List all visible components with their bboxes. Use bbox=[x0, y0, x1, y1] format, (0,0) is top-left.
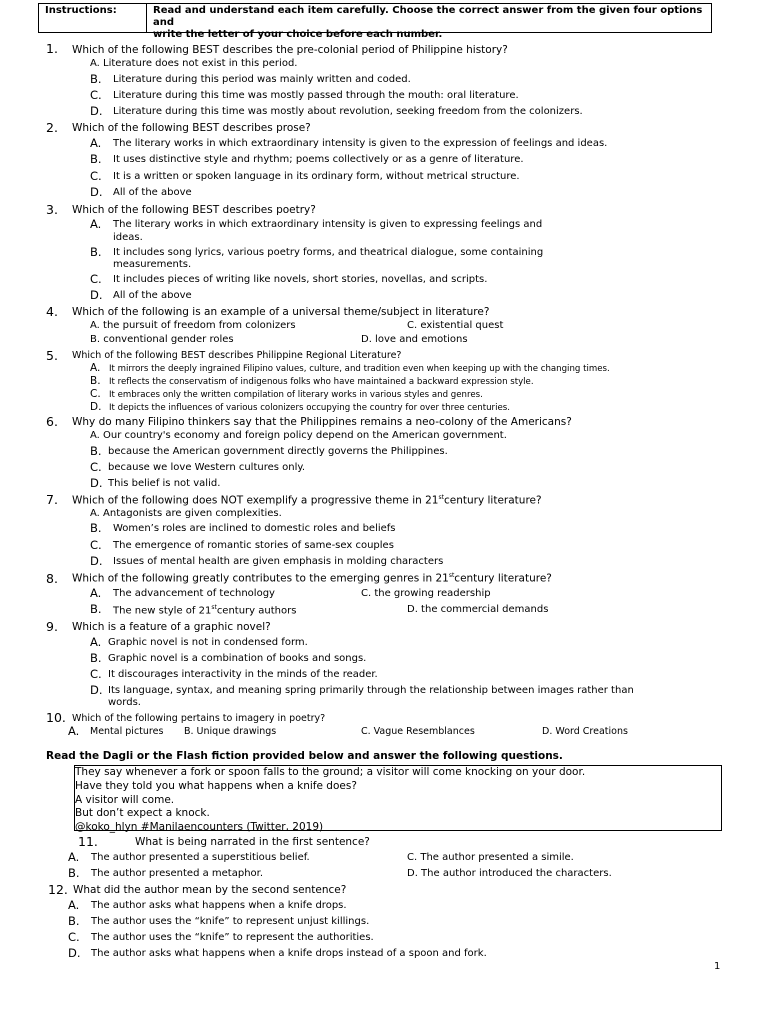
question-1-number: 1. bbox=[46, 41, 58, 56]
question-10-text: Which of the following pertains to imagery in poetry? bbox=[72, 713, 326, 724]
question-2-text: Which of the following BEST describes prose? bbox=[72, 122, 311, 134]
question-7-text: Which of the following does NOT exemplify a progressive theme in 21stcentury literature? bbox=[72, 494, 542, 507]
q5-option-d: D. It depicts the influences of various colonizers occupying the country for over three centuries. bbox=[90, 401, 510, 413]
q12-option-d: D. The author asks what happens when a knife drops instead of a spoon and fork. bbox=[68, 946, 487, 960]
q6-option-c: C. because we love Western cultures only. bbox=[90, 460, 306, 474]
flash-line-5: @koko_hlyn #Manilaencounters (Twitter, 2019) bbox=[75, 821, 324, 834]
q8-option-a: A. The advancement of technology bbox=[90, 586, 275, 600]
q8-option-c: C. the growing readership bbox=[361, 588, 491, 599]
question-9-number: 9. bbox=[46, 619, 58, 634]
q2-option-c: C. It is a written or spoken language in its ordinary form, without metrical structure. bbox=[90, 169, 520, 183]
flash-fiction-directions: Read the Dagli or the Flash fiction provided below and answer the following questions. bbox=[46, 750, 563, 762]
q7-option-d: D. Issues of mental health are given emphasis in molding characters bbox=[90, 554, 444, 568]
question-6-text: Why do many Filipino thinkers say that the Philippines remains a neo-colony of the Americans? bbox=[72, 416, 572, 428]
q3-option-a: A. The literary works in which extraordinary intensity is given to expressing feelings and bbox=[90, 217, 543, 231]
question-4-number: 4. bbox=[46, 304, 58, 319]
question-5-text: Which of the following BEST describes Philippine Regional Literature? bbox=[72, 350, 402, 361]
question-1-text: Which of the following BEST describes the pre-colonial period of Philippine history? bbox=[72, 44, 508, 56]
instructions-line-2: write the letter of your choice before each number. bbox=[153, 29, 443, 40]
q4-option-d: D. love and emotions bbox=[361, 334, 468, 345]
q11-option-d: D. The author introduced the characters. bbox=[407, 868, 612, 879]
q2-option-b: B. It uses distinctive style and rhythm; poems collectively or as a genre of literature. bbox=[90, 152, 524, 166]
question-4-text: Which of the following is an example of a universal theme/subject in literature? bbox=[72, 306, 490, 318]
instructions-line-1: Read and understand each item carefully. Choose the correct answer from the given four options and bbox=[153, 5, 703, 28]
q9-option-c: C. It discourages interactivity in the minds of the reader. bbox=[90, 667, 378, 681]
question-9-text: Which is a feature of a graphic novel? bbox=[72, 621, 271, 633]
flash-line-2: Have they told you what happens when a knife does? bbox=[75, 779, 357, 792]
q6-option-a: A. Our country's economy and foreign policy depend on the American government. bbox=[90, 430, 507, 441]
question-12-text: What did the author mean by the second sentence? bbox=[73, 884, 347, 896]
question-3-text: Which of the following BEST describes poetry? bbox=[72, 204, 316, 216]
q7-option-a: A. Antagonists are given complexities. bbox=[90, 508, 282, 519]
q12-option-c: C. The author uses the “knife” to represent the authorities. bbox=[68, 930, 374, 944]
q1-option-a: A. Literature does not exist in this period. bbox=[90, 58, 298, 69]
q10-option-b: B. Unique drawings bbox=[184, 726, 277, 737]
question-7-number: 7. bbox=[46, 492, 58, 507]
q4-option-b: B. conventional gender roles bbox=[90, 334, 234, 345]
q10-option-d: D. Word Creations bbox=[542, 726, 628, 737]
question-12-number: 12. bbox=[48, 882, 68, 897]
q11-option-b: B. The author presented a metaphor. bbox=[68, 866, 264, 880]
q11-option-a: A. The author presented a superstitious belief. bbox=[68, 850, 310, 864]
flash-line-1: They say whenever a fork or spoon falls to the ground; a visitor will come knocking on your door. bbox=[75, 766, 586, 778]
q6-option-b: B. because the American government directly governs the Philippines. bbox=[90, 444, 448, 458]
q8-option-d: D. the commercial demands bbox=[407, 604, 549, 615]
q3-option-b: B. It includes song lyrics, various poetry forms, and theatrical dialogue, some containing bbox=[90, 245, 544, 259]
q1-option-b: B. Literature during this period was mainly written and coded. bbox=[90, 72, 411, 86]
q5-option-a: A. It mirrors the deeply ingrained Filipino values, culture, and tradition even when keeping up with the changing times. bbox=[90, 362, 610, 374]
q9-option-d-cont: words. bbox=[108, 697, 141, 708]
flash-line-4: But don’t expect a knock. bbox=[75, 807, 210, 820]
q12-option-a: A. The author asks what happens when a knife drops. bbox=[68, 898, 347, 912]
instructions-label: Instructions: bbox=[39, 4, 147, 32]
instructions-text bbox=[147, 4, 711, 40]
q7-option-b: B. Women’s roles are inclined to domestic roles and beliefs bbox=[90, 521, 396, 535]
flash-line-3: A visitor will come. bbox=[75, 793, 175, 806]
flash-fiction-box bbox=[74, 765, 722, 834]
question-11-number: 11. bbox=[78, 834, 98, 849]
q3-option-a-cont: ideas. bbox=[113, 232, 143, 243]
q9-option-d: D. Its language, syntax, and meaning spring primarily through the relationship between images rather than bbox=[90, 683, 634, 697]
q9-option-b: B. Graphic novel is a combination of books and songs. bbox=[90, 651, 367, 665]
q5-option-c: C. It embraces only the written compilation of literary works in various styles and genres. bbox=[90, 388, 483, 400]
q8-option-b: B. The new style of 21stcentury authors bbox=[90, 602, 297, 617]
q4-option-c: C. existential quest bbox=[407, 320, 504, 331]
question-5-number: 5. bbox=[46, 348, 58, 363]
q2-option-a: A. The literary works in which extraordinary intensity is given to the expression of feelings and ideas. bbox=[90, 136, 608, 150]
q6-option-d: D. This belief is not valid. bbox=[90, 476, 221, 490]
q10-option-c: C. Vague Resemblances bbox=[361, 726, 475, 737]
q2-option-d: D. All of the above bbox=[90, 185, 192, 199]
question-11-text: What is being narrated in the first sentence? bbox=[135, 836, 370, 848]
page-number: 1 bbox=[714, 961, 721, 972]
q3-option-d: D. All of the above bbox=[90, 288, 192, 302]
q11-option-c: C. The author presented a simile. bbox=[407, 852, 574, 863]
q1-option-c: C. Literature during this time was mostly passed through the mouth: oral literature. bbox=[90, 88, 519, 102]
q12-option-b: B. The author uses the “knife” to represent unjust killings. bbox=[68, 914, 370, 928]
question-8-text: Which of the following greatly contributes to the emerging genres in 21stcentury literature? bbox=[72, 572, 552, 585]
q4-option-a: A. the pursuit of freedom from colonizers bbox=[90, 320, 296, 331]
q7-option-c: C. The emergence of romantic stories of same-sex couples bbox=[90, 538, 394, 552]
q9-option-a: A. Graphic novel is not in condensed form. bbox=[90, 635, 308, 649]
question-8-number: 8. bbox=[46, 571, 58, 586]
q1-option-d: D. Literature during this time was mostly about revolution, seeking freedom from the colonizers. bbox=[90, 104, 583, 118]
q3-option-c: C. It includes pieces of writing like novels, short stories, novellas, and scripts. bbox=[90, 272, 488, 286]
question-3-number: 3. bbox=[46, 202, 58, 217]
q3-option-b-cont: measurements. bbox=[113, 259, 192, 270]
question-2-number: 2. bbox=[46, 120, 58, 135]
q10-option-a: A. Mental pictures bbox=[68, 724, 164, 738]
q5-option-b: B. It reflects the conservatism of indigenous folks who have maintained a backward expression style. bbox=[90, 375, 534, 387]
question-6-number: 6. bbox=[46, 414, 58, 429]
question-10-number: 10. bbox=[46, 710, 66, 725]
instructions-box bbox=[38, 3, 712, 40]
